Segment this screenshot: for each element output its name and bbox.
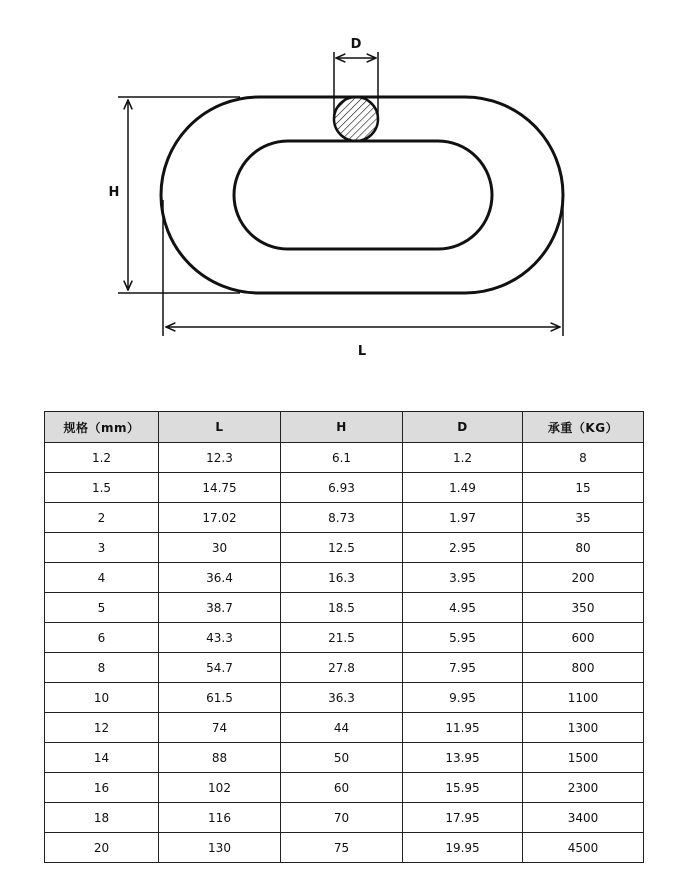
cell-d: 11.95 [403,713,523,743]
cell-size: 8 [45,653,159,683]
table-row [45,563,644,593]
cell-d: 1.49 [403,473,523,503]
cell-load: 1100 [523,683,644,713]
cell-l: 74 [159,713,281,743]
cell-h: 75 [281,833,403,863]
cell-load: 1300 [523,713,644,743]
cell-d: 19.95 [403,833,523,863]
cell-d: 3.95 [403,563,523,593]
cell-load: 35 [523,503,644,533]
cell-h: 12.5 [281,533,403,563]
cell-size: 4 [45,563,159,593]
cell-h: 27.8 [281,653,403,683]
table-row [45,713,644,743]
table-row [45,773,644,803]
table-row [45,623,644,653]
cell-load: 80 [523,533,644,563]
dimension-h-label: H [108,185,120,200]
cell-d: 1.2 [403,443,523,473]
link-inner-outline [234,141,492,249]
cell-h: 6.1 [281,443,403,473]
cell-l: 130 [159,833,281,863]
table-row [45,473,644,503]
cell-size: 10 [45,683,159,713]
cell-size: 16 [45,773,159,803]
table-row [45,503,644,533]
table-row [45,533,644,563]
cell-d: 1.97 [403,503,523,533]
table-row [45,653,644,683]
header-d: D [403,412,523,443]
dimension-d-label: D [350,37,362,52]
cell-h: 50 [281,743,403,773]
header-size: 规格（mm） [45,412,159,443]
table-row [45,443,644,473]
cell-size: 1.5 [45,473,159,503]
cell-l: 88 [159,743,281,773]
cell-load: 2300 [523,773,644,803]
cell-d: 9.95 [403,683,523,713]
cell-l: 102 [159,773,281,803]
table-row [45,683,644,713]
cell-size: 2 [45,503,159,533]
cell-l: 43.3 [159,623,281,653]
table-row [45,743,644,773]
cell-h: 60 [281,773,403,803]
table-row [45,593,644,623]
spec-table-header-row [45,412,644,443]
cell-load: 3400 [523,803,644,833]
cell-d: 2.95 [403,533,523,563]
cell-size: 14 [45,743,159,773]
cell-d: 13.95 [403,743,523,773]
cell-h: 8.73 [281,503,403,533]
cell-l: 30 [159,533,281,563]
cell-load: 8 [523,443,644,473]
cell-size: 1.2 [45,443,159,473]
spec-table [44,411,644,863]
cell-h: 21.5 [281,623,403,653]
chain-link-diagram [0,0,675,380]
cell-d: 7.95 [403,653,523,683]
dimension-h [109,97,240,293]
cell-h: 6.93 [281,473,403,503]
cell-load: 350 [523,593,644,623]
cell-load: 4500 [523,833,644,863]
cell-size: 18 [45,803,159,833]
cell-l: 116 [159,803,281,833]
cell-h: 18.5 [281,593,403,623]
table-row [45,833,644,863]
cell-load: 600 [523,623,644,653]
cell-size: 3 [45,533,159,563]
cell-size: 5 [45,593,159,623]
dimension-l [163,200,563,359]
cell-l: 36.4 [159,563,281,593]
cell-h: 36.3 [281,683,403,713]
table-row [45,803,644,833]
cell-d: 15.95 [403,773,523,803]
dimension-l-label: L [357,344,367,359]
cell-h: 44 [281,713,403,743]
cell-l: 14.75 [159,473,281,503]
cell-load: 15 [523,473,644,503]
cell-d: 17.95 [403,803,523,833]
cell-load: 800 [523,653,644,683]
cell-size: 6 [45,623,159,653]
header-load: 承重（KG） [523,412,644,443]
cell-h: 16.3 [281,563,403,593]
wire-cross-section [334,97,378,141]
cell-size: 12 [45,713,159,743]
cell-l: 38.7 [159,593,281,623]
cell-l: 17.02 [159,503,281,533]
cell-d: 4.95 [403,593,523,623]
cell-l: 12.3 [159,443,281,473]
cell-load: 1500 [523,743,644,773]
cell-size: 20 [45,833,159,863]
cell-h: 70 [281,803,403,833]
header-l: L [159,412,281,443]
header-h: H [281,412,403,443]
cell-load: 200 [523,563,644,593]
cell-d: 5.95 [403,623,523,653]
cell-l: 61.5 [159,683,281,713]
cell-l: 54.7 [159,653,281,683]
